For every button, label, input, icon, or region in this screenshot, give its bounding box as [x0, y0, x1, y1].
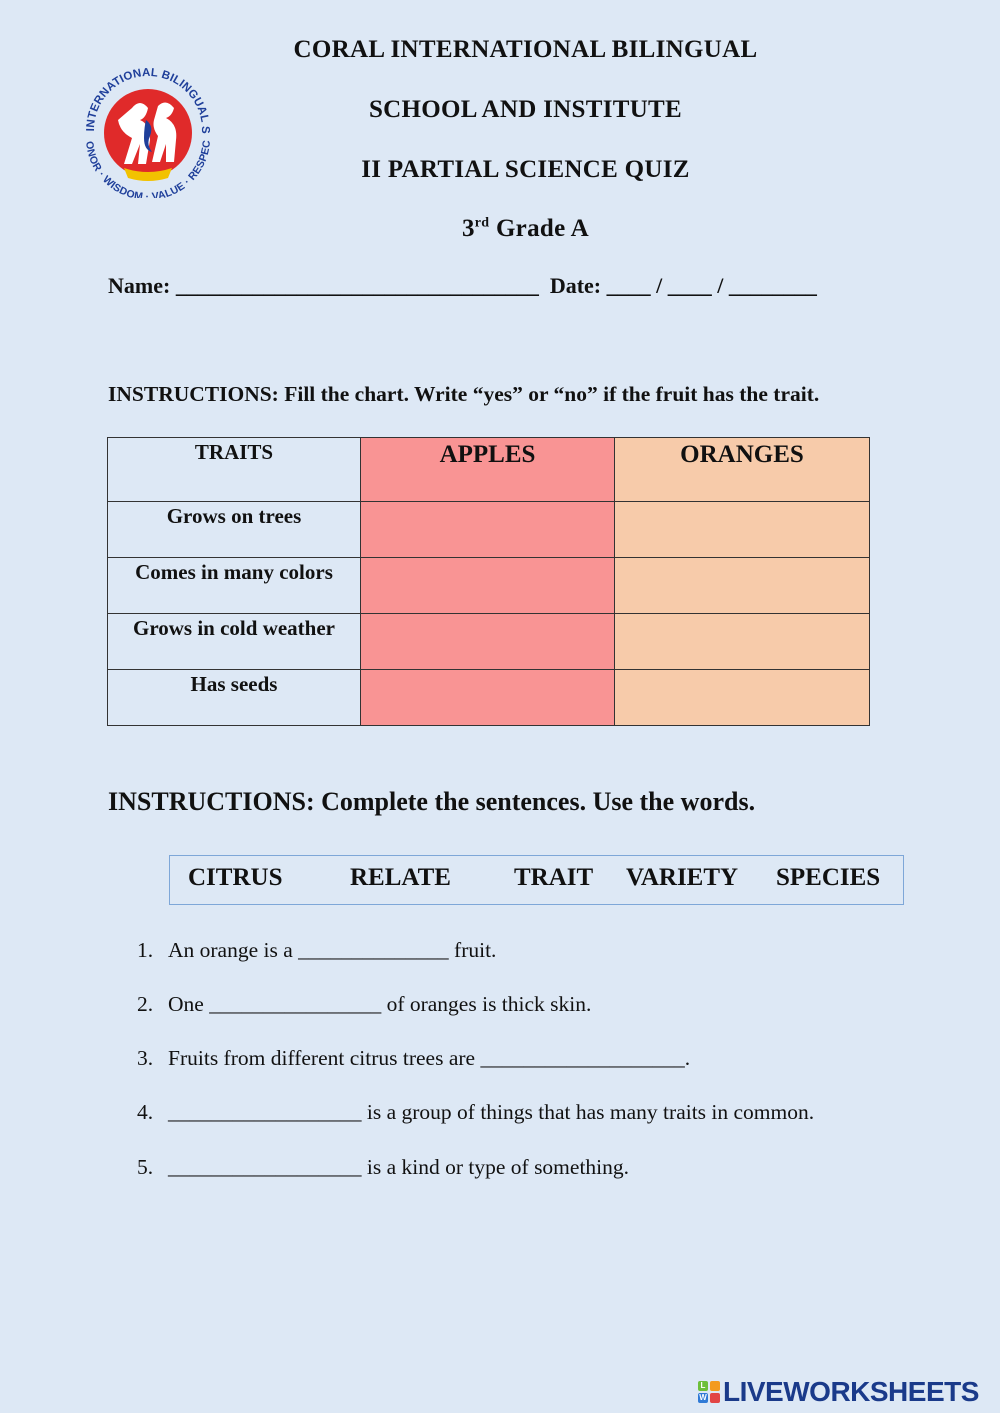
grade-superscript: rd	[474, 215, 490, 231]
question-item	[137, 938, 496, 963]
question-number: 4.	[137, 1100, 154, 1124]
table-row	[108, 670, 870, 726]
question-number: 1.	[137, 938, 154, 962]
question-item	[137, 992, 591, 1017]
table-row	[108, 614, 870, 670]
trait-label: Grows in cold weather	[108, 614, 361, 670]
liveworksheets-logo[interactable]	[698, 1376, 979, 1408]
table-row	[108, 558, 870, 614]
trait-label: Has seeds	[108, 670, 361, 726]
date-field[interactable]: ____ / ____ / ________	[606, 273, 817, 298]
name-field[interactable]: _________________________________	[175, 273, 539, 298]
word-bank-item: CITRUS	[188, 864, 283, 891]
sentences-instructions: INSTRUCTIONS: Complete the sentences. Use the words.	[108, 787, 756, 816]
icon-tile-blank	[710, 1381, 720, 1391]
logo-arc-bottom-text: ONOR · WISDOM · VALUE · RESPEC	[82, 139, 214, 198]
liveworksheets-icon	[698, 1381, 720, 1403]
name-label: Name:	[108, 273, 171, 298]
school-logo	[72, 50, 222, 198]
logo-arc-top-text: INTERNATIONAL BILINGUAL S	[84, 66, 212, 134]
apples-answer-cell[interactable]	[361, 614, 615, 670]
icon-tile-w: W	[699, 1393, 707, 1402]
grade-number: 3	[461, 215, 475, 242]
icon-tile-l: L	[698, 1381, 708, 1391]
quiz-title: II PARTIAL SCIENCE QUIZ	[361, 156, 690, 183]
question-item	[137, 1100, 814, 1125]
grade-label	[273, 215, 778, 243]
question-text[interactable]: Fruits from different citrus trees are ___________________.	[168, 1046, 691, 1070]
word-bank-item: TRAIT	[514, 864, 594, 891]
word-bank-item: SPECIES	[776, 864, 881, 891]
header-apples: APPLES	[361, 438, 615, 502]
word-bank	[169, 855, 904, 905]
apples-answer-cell[interactable]	[361, 670, 615, 726]
question-item	[137, 1155, 629, 1180]
chart-instructions: INSTRUCTIONS: Fill the chart. Write “yes” or “no” if the fruit has the trait.	[108, 382, 820, 406]
apples-answer-cell[interactable]	[361, 558, 615, 614]
apples-answer-cell[interactable]	[361, 502, 615, 558]
school-name-line2: SCHOOL AND INSTITUTE	[368, 96, 683, 123]
word-bank-item: VARIETY	[626, 864, 739, 891]
word-bank-item: RELATE	[350, 864, 451, 891]
trait-label: Comes in many colors	[108, 558, 361, 614]
trait-label: Grows on trees	[108, 502, 361, 558]
school-logo-emblem	[72, 50, 222, 198]
icon-tile-blank	[710, 1393, 720, 1403]
question-item	[137, 1046, 690, 1071]
liveworksheets-brand-text: LIVEWORKSHEETS	[723, 1376, 979, 1407]
question-text[interactable]: __________________ is a kind or type of something.	[168, 1155, 630, 1179]
student-info-row	[108, 273, 817, 299]
header-oranges: ORANGES	[615, 438, 870, 502]
question-text[interactable]: __________________ is a group of things that has many traits in common.	[168, 1100, 815, 1124]
question-text[interactable]: An orange is a ______________ fruit.	[168, 938, 497, 962]
table-header-row	[108, 438, 870, 502]
header-traits: TRAITS	[108, 438, 361, 502]
question-number: 5.	[137, 1155, 154, 1179]
table-row	[108, 502, 870, 558]
oranges-answer-cell[interactable]	[615, 558, 870, 614]
traits-table	[107, 437, 870, 726]
question-text[interactable]: One ________________ of oranges is thick skin.	[168, 992, 592, 1016]
question-number: 2.	[137, 992, 154, 1016]
oranges-answer-cell[interactable]	[615, 502, 870, 558]
oranges-answer-cell[interactable]	[615, 670, 870, 726]
oranges-answer-cell[interactable]	[615, 614, 870, 670]
school-name-line1: CORAL INTERNATIONAL BILINGUAL	[293, 36, 758, 63]
date-label: Date:	[549, 273, 602, 298]
grade-text: Grade A	[489, 215, 590, 242]
question-number: 3.	[137, 1046, 154, 1070]
